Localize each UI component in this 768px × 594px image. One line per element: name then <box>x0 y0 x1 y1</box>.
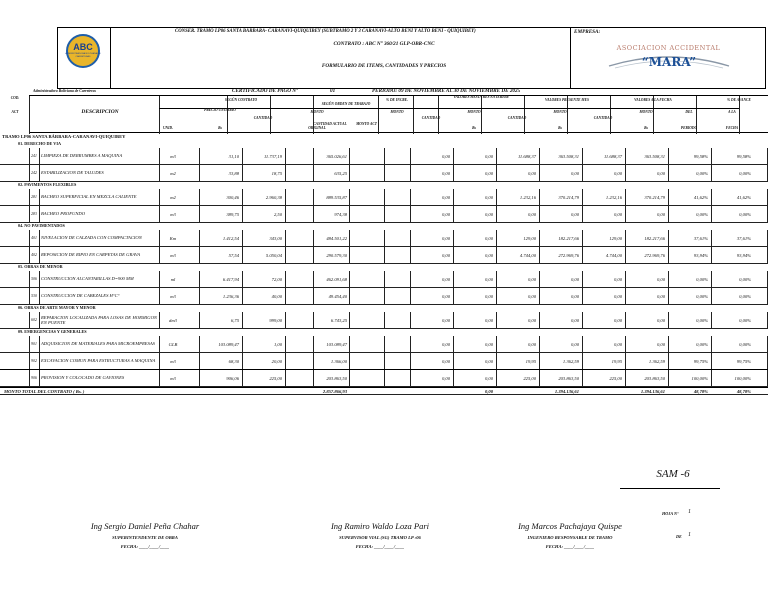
cell-cant-pres: 0,00 <box>527 211 536 217</box>
cell-cant-ant: 0,00 <box>441 170 450 176</box>
cell-code: 242 <box>31 171 37 175</box>
cell-pct-fecha: 99,75% <box>736 358 751 364</box>
col-segun-contrato: SEGÚN CONTRATO <box>224 98 258 102</box>
cell-pct-per: 0,00% <box>696 170 708 176</box>
header-divider-left <box>110 27 111 89</box>
cell-monto-fecha: 272.969,76 <box>644 252 665 258</box>
signature-name-ingeniero: Ing Marcos Pachajaya Quispe <box>518 521 622 531</box>
cell-pu: 68,30 <box>228 358 239 364</box>
cell-cant-ant: 0,00 <box>441 341 450 347</box>
cell-cant-pres: 0,00 <box>527 276 536 282</box>
cell-desc: EXCAVACION COMUN PARA ESTRUCTURAS A MAQUINA <box>41 358 156 364</box>
section-heading: 01. DERECHO DE VIA <box>18 141 61 146</box>
cell-pct-per: 37,61% <box>693 235 708 241</box>
cell-code: 281 <box>31 195 37 199</box>
col-periodo: PERIODO <box>680 126 698 130</box>
signature-date-ingeniero: FECHA: ____/____/____ <box>545 544 595 549</box>
table-bottom-rule <box>0 369 768 370</box>
total-monto-fecha: 1.394.136,61 <box>640 388 665 394</box>
col-segun-orden: SEGÚN ORDEN DE TRABAJO <box>321 102 371 106</box>
col-precio-unitario: PRECIO UNITARIO <box>204 108 236 112</box>
cell-pct-per: 0,00% <box>696 211 708 217</box>
col-descripcion: DESCRIPCION <box>81 109 119 115</box>
cell-code: 602 <box>31 318 37 322</box>
cell-qty: 1,00 <box>273 341 282 347</box>
signature-date-supervisor: FECHA: ____/____/____ <box>355 544 405 549</box>
cell-monto-fecha: 0,00 <box>656 341 665 347</box>
cell-monto-ant: 0,00 <box>484 194 493 200</box>
cell-cant-ant: 0,00 <box>441 194 450 200</box>
section-heading: 04. NO PAVIMENTADOS <box>18 223 65 228</box>
table-row <box>0 230 768 247</box>
col-bs-anterior: Bs <box>472 126 476 130</box>
hoja-label: HOJA N° <box>662 511 679 516</box>
cell-pu: 6,75 <box>230 317 239 323</box>
cell-cant-fecha: 0,00 <box>613 317 622 323</box>
col-monto-act: MONTO ACT <box>356 122 377 126</box>
association-logo <box>605 52 733 72</box>
cell-monto-fecha: 0,00 <box>656 211 665 217</box>
section-heading: 06. OBRAS DE ARTE MAYOR Y MENOR <box>18 305 96 310</box>
cell-cant-fecha: 0,00 <box>613 341 622 347</box>
cell-pct-fecha: 0,00% <box>739 317 751 323</box>
cell-code: 530 <box>31 294 37 298</box>
cell-cant-ant: 0,00 <box>441 276 450 282</box>
cell-code: 402 <box>31 253 37 257</box>
cell-monto: 889.535,87 <box>326 194 347 200</box>
cell-qty: 225,00 <box>269 375 282 381</box>
cell-monto: 6.743,25 <box>330 317 347 323</box>
col-a-la: A LA <box>728 110 736 114</box>
cell-cant-fecha: 4.744,00 <box>605 252 622 258</box>
table-row <box>0 370 768 387</box>
cell-desc: REPARACION LOCALIZADA PARA LOSAS DE HORMIGON EN PUENTE <box>41 314 157 325</box>
cell-monto-fecha: 1.362,59 <box>648 358 665 364</box>
cell-monto: 484.501,22 <box>326 235 347 241</box>
col-cantidad-actual: CANTIDAD ACTUAL <box>313 122 347 126</box>
col-monto-fecha: MONTO <box>639 110 653 114</box>
signature-name-superintendente: Ing Sergio Daniel Peña Chahar <box>90 521 200 531</box>
cell-monto-pres: 363.508,31 <box>558 153 579 159</box>
cell-monto-ant: 0,00 <box>484 358 493 364</box>
cell-monto-pres: 0,00 <box>570 317 579 323</box>
cell-code: 901 <box>31 342 37 346</box>
table-row <box>0 353 768 370</box>
cell-cant-fecha: 0,00 <box>613 293 622 299</box>
cell-cant-fecha: 0,00 <box>613 211 622 217</box>
cell-cant-ant: 0,00 <box>441 358 450 364</box>
signature-name-supervisor: Ing Ramiro Waldo Loza Pari <box>330 521 430 531</box>
cell-monto-fecha: 203.863,50 <box>644 375 665 381</box>
cell-monto: 365.026,61 <box>326 153 347 159</box>
table-row <box>0 312 768 329</box>
cell-pct-fecha: 0,00% <box>739 341 751 347</box>
col-valores-presente: VALORES PRESENTE MES <box>544 98 590 102</box>
cell-pct-fecha: 0,00% <box>739 170 751 176</box>
cell-pct-fecha: 100,00% <box>734 375 751 381</box>
cell-monto-fecha: 363.508,31 <box>644 153 665 159</box>
cell-desc: LIMPIEZA DE DERRUMBES A MAQUINA <box>41 153 123 159</box>
col-precio-bs: Bs <box>218 126 222 130</box>
table-row <box>0 165 768 182</box>
period-label: PERIODO: 09 DE NOVIEMBRE AL 30 DE NOVIEMBRE DE 2025 <box>372 88 521 94</box>
cell-qty: 999,00 <box>269 317 282 323</box>
cell-monto: 1.366,00 <box>330 358 347 364</box>
cell-code: 283 <box>31 212 37 216</box>
cell-desc: BACHEO SUPERFICIAL EN MEZCLA CALIENTE <box>41 194 137 200</box>
cell-cant-fecha: 19,95 <box>611 358 622 364</box>
cell-monto-ant: 0,00 <box>484 317 493 323</box>
cell-pct-fecha: 0,00% <box>739 211 751 217</box>
col-pct-incre: % DE INCRE. <box>386 98 408 102</box>
col-cant-anterior: CANTIDAD <box>421 116 441 120</box>
cell-cant-pres: 1.232,16 <box>519 194 536 200</box>
cell-unit: GLB <box>168 341 178 347</box>
cell-cant-ant: 0,00 <box>441 235 450 241</box>
cell-monto: 462.091,68 <box>326 276 347 282</box>
cell-desc: NIVELACION DE CALZADA CON COMPACTACION <box>41 235 142 241</box>
col-valores-anteriores: VALORES HASTA RES ANTERIOR <box>453 95 509 99</box>
cell-monto-pres: 272.969,76 <box>558 252 579 258</box>
cell-cant-ant: 0,00 <box>441 153 450 159</box>
cell-cant-fecha: 0,00 <box>613 276 622 282</box>
col-cod: COD. <box>10 96 20 100</box>
table-row <box>0 271 768 288</box>
col-original: ORIGINAL <box>308 126 326 130</box>
cell-unit: m3 <box>170 293 176 299</box>
cell-qty: 72,00 <box>271 276 282 282</box>
cell-monto-pres: 0,00 <box>570 170 579 176</box>
cell-pct-per: 99,75% <box>693 358 708 364</box>
cell-desc: CONSTRUCCION DE CABEZALES H°C° <box>41 293 120 299</box>
cell-pct-fecha: 37,61% <box>736 235 751 241</box>
cell-monto-pres: 0,00 <box>570 293 579 299</box>
cell-monto-ant: 0,00 <box>484 293 493 299</box>
cell-cant-pres: 4.744,00 <box>519 252 536 258</box>
cell-monto-ant: 0,00 <box>484 211 493 217</box>
cell-monto-ant: 0,00 <box>484 170 493 176</box>
cell-monto-pres: 0,00 <box>570 276 579 282</box>
cell-pct-fecha: 0,00% <box>739 276 751 282</box>
total-pct-per: 48,78% <box>693 388 708 394</box>
tramo-title: TRAMO LP06 SANTA BÁRBARA-CARANAVI-QUIQUIBEY <box>2 134 126 139</box>
cell-pct-per: 100,00% <box>691 375 708 381</box>
cell-qty: 18,75 <box>271 170 282 176</box>
col-pct-avance: % DE AVANCE <box>727 98 751 102</box>
cell-unit: dm3 <box>169 317 177 323</box>
cell-unit: m3 <box>170 252 176 258</box>
cell-monto-ant: 0,00 <box>484 153 493 159</box>
sam-rule <box>620 488 720 489</box>
cell-monto: 49.454,40 <box>328 293 347 299</box>
association-name: “MARA” <box>641 55 697 69</box>
project-title: CONSER. TRAMO LP06 SANTA BÁRBARA- CARANAVI-QUIQUIBEY (SUBTRAMO 2 Y 3 CARANAVI-ALTO BENI Y ALTO BENI - QUIQUIBEY) <box>175 29 476 34</box>
cell-desc: ESTABILIZACION DE TALUDES <box>41 170 104 176</box>
contract-number: CONTRATO : ABC N° 360/21 GLP-OBR-CNC <box>333 41 435 47</box>
col-monto-anterior: MONTO <box>467 110 481 114</box>
signature-date-superintendente: FECHA: ____/____/____ <box>120 544 170 549</box>
cell-monto-pres: 0,00 <box>570 341 579 347</box>
certificate-label: CERTIFICADO DE PAGO N° <box>232 88 299 94</box>
cell-pu: 389,75 <box>226 211 239 217</box>
cell-cant-ant: 0,00 <box>441 293 450 299</box>
total-monto: 2.857.866,93 <box>322 388 347 394</box>
col-cantidad: CANTIDAD <box>253 116 273 120</box>
cell-code: 506 <box>31 277 37 281</box>
col-unid: UNID. <box>162 126 174 130</box>
cell-unit: m2 <box>170 194 176 200</box>
signature-role-ingeniero: INGENIERO RESPONSABLE DE TRAMO <box>527 535 613 540</box>
cell-cant-fecha: 11.688,37 <box>603 153 622 159</box>
cell-qty: 20,00 <box>271 358 282 364</box>
cell-unit: m3 <box>170 375 176 381</box>
cell-unit: m3 <box>170 358 176 364</box>
cell-cant-pres: 225,00 <box>523 375 536 381</box>
abc-logo-text: ABC <box>73 42 93 52</box>
col-fecha-pct: FECHA <box>725 126 739 130</box>
cell-cant-ant: 0,00 <box>441 375 450 381</box>
cell-qty: 5.050,04 <box>265 252 282 258</box>
col-valores-fecha: VALORES A LA FECHA <box>634 98 672 102</box>
cell-monto-ant: 0,00 <box>484 252 493 258</box>
cell-unit: m3 <box>170 153 176 159</box>
col-bs-fecha: Bs <box>644 126 648 130</box>
cell-pct-fecha: 41,62% <box>736 194 751 200</box>
cell-pu: 57,54 <box>228 252 239 258</box>
total-monto-pres: 1.394.136,61 <box>554 388 579 394</box>
cell-pct-per: 0,00% <box>696 317 708 323</box>
cell-monto-fecha: 182.217,66 <box>644 235 665 241</box>
cell-monto: 103.089,47 <box>326 341 347 347</box>
cell-monto-pres: 182.217,66 <box>558 235 579 241</box>
abc-logo-subtext: ADMINISTRADORA BOLIVIANA DE CARRETERAS <box>65 53 101 58</box>
col-del: DEL <box>685 110 693 114</box>
cell-qty: 11.737,19 <box>263 153 282 159</box>
cell-desc: REPOSICION DE RIPIO EN CARPETAS DE GRAVA <box>41 252 141 258</box>
hoja-number: 1 <box>688 509 691 515</box>
cell-monto-ant: 0,00 <box>484 375 493 381</box>
cell-code: 906 <box>31 376 37 380</box>
col-monto: MONTO <box>310 110 324 114</box>
cell-monto: 290.579,30 <box>326 252 347 258</box>
total-label: MONTO TOTAL DEL CONTRATO ( Bs. ) <box>4 388 85 394</box>
cell-pct-per: 0,00% <box>696 341 708 347</box>
cell-pct-per: 0,00% <box>696 293 708 299</box>
cell-cant-pres: 0,00 <box>527 293 536 299</box>
cell-monto-pres: 203.863,50 <box>558 375 579 381</box>
cell-pct-per: 0,00% <box>696 276 708 282</box>
cell-monto: 203.863,50 <box>326 375 347 381</box>
cell-pu: 33,88 <box>228 170 239 176</box>
cell-monto-fecha: 0,00 <box>656 276 665 282</box>
total-pct-fecha: 48,78% <box>736 388 751 394</box>
cell-monto-fecha: 370.214,79 <box>644 194 665 200</box>
sam-code: SAM -6 <box>656 468 690 480</box>
cell-unit: m2 <box>170 170 176 176</box>
cell-desc: CONSTRUCCION ALCANTARILLAS D=900 MM <box>41 276 134 282</box>
cell-pct-fecha: 93,94% <box>736 252 751 258</box>
abc-caption: Administradora Boliviana de Carreteras <box>33 89 96 93</box>
cell-cant-pres: 0,00 <box>527 341 536 347</box>
cell-cant-pres: 129,00 <box>523 235 536 241</box>
table-row <box>0 206 768 223</box>
cell-monto: 974,38 <box>334 211 347 217</box>
cell-cant-pres: 11.688,37 <box>517 153 536 159</box>
col-monto-orden: MONTO <box>390 110 404 114</box>
cell-cant-ant: 0,00 <box>441 211 450 217</box>
cell-unit: ml <box>170 276 176 282</box>
cell-pu: 1.236,36 <box>222 293 239 299</box>
cell-monto-fecha: 0,00 <box>656 317 665 323</box>
table-row <box>0 189 768 206</box>
signature-role-supervisor: SUPERVISOR VIAL (SG) TRAMO LP :06 <box>339 535 421 540</box>
col-cant-presente: CANTIDAD <box>507 116 527 120</box>
header-divider-right <box>570 27 571 89</box>
cell-pu: 1.412,54 <box>222 235 239 241</box>
cell-pu: 103.089,47 <box>218 341 239 347</box>
cell-desc: BACHEO PROFUNDO <box>41 211 86 217</box>
col-cant-fecha: CANTIDAD <box>593 116 613 120</box>
cell-desc: PROVISION Y COLOCADO DE GAVIONES <box>41 375 125 381</box>
cell-cant-pres: 19,95 <box>525 358 536 364</box>
table-row <box>0 336 768 353</box>
cell-unit: m3 <box>170 211 176 217</box>
cell-code: 401 <box>31 236 37 240</box>
col-bs-presente: Bs <box>558 126 562 130</box>
cell-pct-per: 99,58% <box>693 153 708 159</box>
cell-pct-per: 41,62% <box>693 194 708 200</box>
total-monto-ant: 0,00 <box>484 388 493 394</box>
cell-pu: 906,06 <box>226 375 239 381</box>
cell-unit: Km <box>169 235 177 241</box>
cell-code: 241 <box>31 154 37 158</box>
cell-pct-fecha: 99,58% <box>736 153 751 159</box>
col-monto-presente: MONTO <box>553 110 567 114</box>
certificate-number: 01 <box>330 88 336 94</box>
cell-monto-fecha: 0,00 <box>656 170 665 176</box>
cell-monto-pres: 1.362,59 <box>562 358 579 364</box>
cell-code: 902 <box>31 359 37 363</box>
cell-monto-ant: 0,00 <box>484 276 493 282</box>
cell-cant-pres: 0,00 <box>527 317 536 323</box>
cell-desc: ADQUISICION DE MATERIALES PARA MICROEMPRESAS <box>41 341 155 347</box>
total-row <box>0 387 768 395</box>
table-row <box>0 247 768 264</box>
cell-cant-fecha: 1.232,16 <box>605 194 622 200</box>
signature-role-superintendente: SUPERINTENDENTE DE OBRA <box>112 535 178 540</box>
abc-logo <box>60 30 106 76</box>
cell-cant-pres: 0,00 <box>527 170 536 176</box>
cell-pu: 31,10 <box>228 153 239 159</box>
cell-pu: 300,46 <box>226 194 239 200</box>
table-row <box>0 148 768 165</box>
cell-monto-ant: 0,00 <box>484 235 493 241</box>
de-label: DE <box>676 534 682 539</box>
cell-pct-per: 93,94% <box>693 252 708 258</box>
cell-cant-fecha: 129,00 <box>609 235 622 241</box>
table-row <box>0 288 768 305</box>
col-act: ACT <box>11 110 19 114</box>
cell-monto-pres: 370.214,79 <box>558 194 579 200</box>
de-number: 1 <box>688 532 691 538</box>
cell-cant-fecha: 0,00 <box>613 170 622 176</box>
cell-monto-fecha: 0,00 <box>656 293 665 299</box>
cell-qty: 40,00 <box>271 293 282 299</box>
cell-monto-pres: 0,00 <box>570 211 579 217</box>
cell-qty: 343,00 <box>269 235 282 241</box>
cell-cant-ant: 0,00 <box>441 317 450 323</box>
association-line: ASOCIACION ACCIDENTAL <box>616 44 721 52</box>
cell-monto-ant: 0,00 <box>484 341 493 347</box>
cell-monto: 635,25 <box>334 170 347 176</box>
cell-pct-fecha: 0,00% <box>739 293 751 299</box>
section-heading: 05. OBRAS DE MENOR <box>18 264 63 269</box>
section-heading: 09. EMERGENCIAS Y GENERALES <box>18 329 87 334</box>
cell-qty: 2,50 <box>273 211 282 217</box>
cell-cant-fecha: 225,00 <box>609 375 622 381</box>
cell-cant-ant: 0,00 <box>441 252 450 258</box>
form-title: FORMULARIO DE ITEMS, CANTIDADES Y PRECIOS <box>321 63 447 69</box>
cell-pu: 6.417,94 <box>222 276 239 282</box>
empresa-label: EMPRESA: <box>574 29 601 35</box>
section-heading: 02. PAVIMENTOS FLEXIBLES <box>18 182 77 187</box>
cell-qty: 2.960,38 <box>265 194 282 200</box>
